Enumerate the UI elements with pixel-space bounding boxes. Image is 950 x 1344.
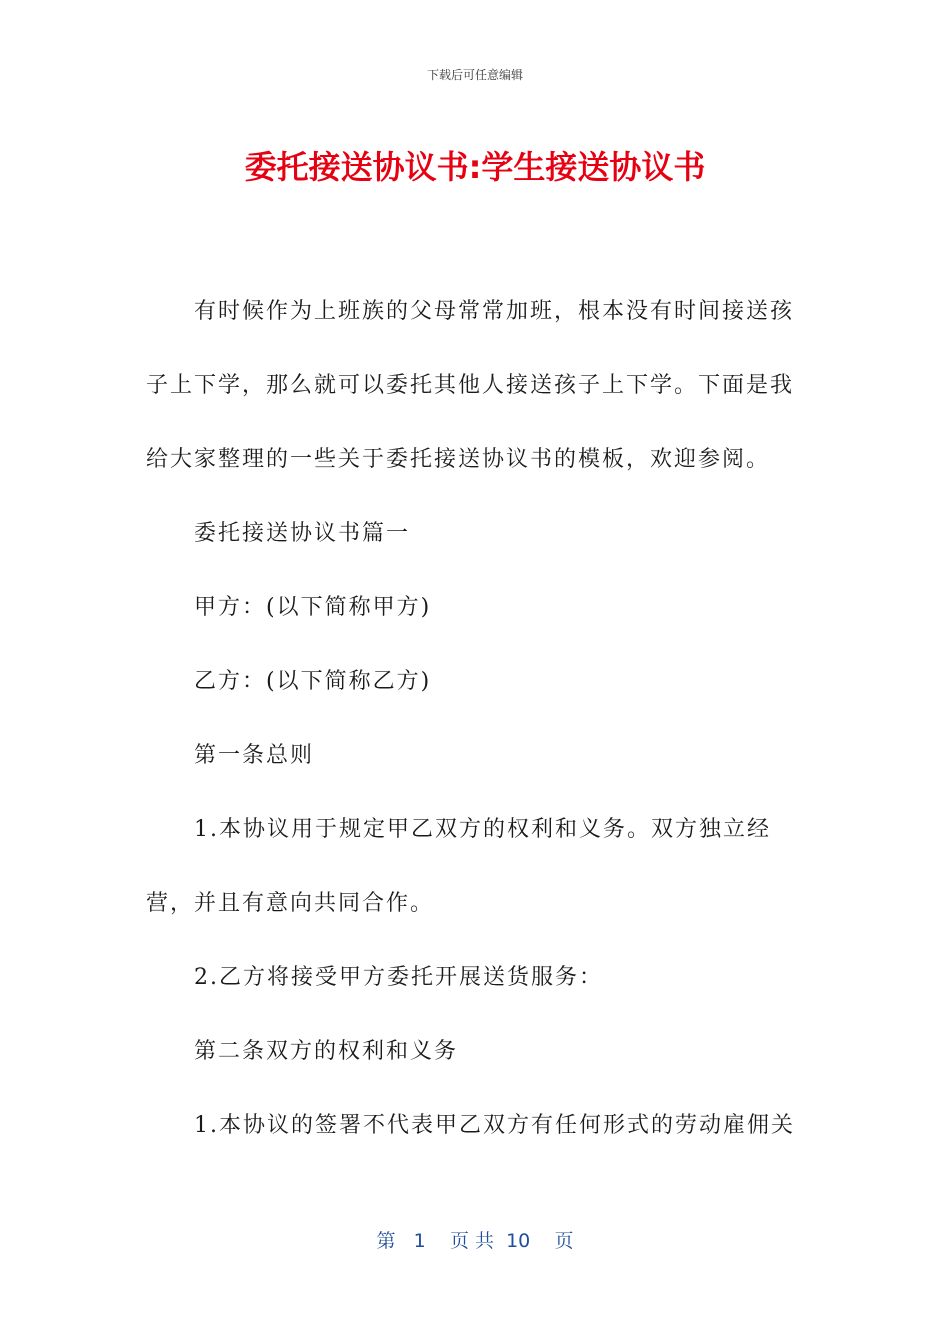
party-b-line: 乙方：(以下简称乙方)	[194, 669, 432, 694]
section-heading: 委托接送协议书篇一	[194, 521, 411, 546]
document-title: 委托接送协议书:学生接送协议书	[244, 148, 706, 186]
party-a-line: 甲方：(以下简称甲方)	[194, 595, 432, 620]
footer-current-page: 1	[413, 1230, 426, 1252]
article-two-clause-1: 1.本协议的签署不代表甲乙双方有任何形式的劳动雇佣关	[194, 1113, 795, 1138]
header-note: 下载后可任意编辑	[426, 68, 523, 82]
article-one-clause-1: 1.本协议用于规定甲乙双方的权利和义务。双方独立经营，并且有意向共同合作。	[146, 817, 771, 916]
footer-page-prefix: 第	[376, 1230, 396, 1252]
article-one-clause-2: 2.乙方将接受甲方委托开展送货服务：	[194, 965, 603, 990]
footer-page-mid: 页 共	[449, 1230, 494, 1252]
intro-paragraph: 有时候作为上班族的父母常常加班，根本没有时间接送孩子上下学，那么就可以委托其他人接送孩子上下学。下面是我给大家整理的一些关于委托接送协议书的模板，欢迎参阅。	[146, 299, 795, 472]
footer-page-suffix: 页	[554, 1230, 574, 1252]
article-one-heading: 第一条总则	[194, 743, 315, 768]
document-body	[146, 275, 806, 1163]
page-footer	[0, 1226, 950, 1253]
footer-total-pages: 10	[506, 1230, 531, 1252]
article-two-heading: 第二条双方的权利和义务	[194, 1039, 459, 1064]
